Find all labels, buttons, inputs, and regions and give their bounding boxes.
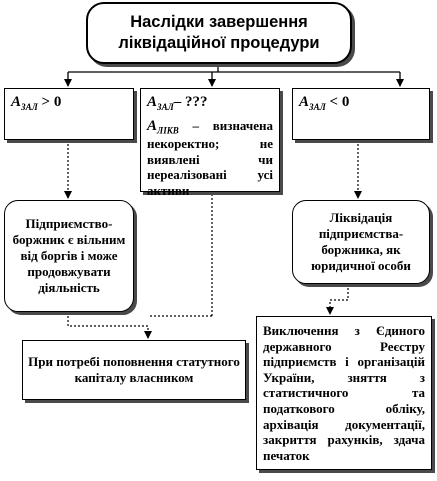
cond-middle-symbol: А: [147, 94, 158, 110]
cond-middle-symbol2: А: [147, 117, 158, 134]
title-box: [86, 2, 352, 64]
title-text: Наслідки завершення ліквідаційної процедури: [118, 13, 320, 52]
bottom-right-box: [256, 316, 432, 470]
condition-middle-box: [140, 88, 280, 198]
bottom-middle-box: [22, 340, 246, 400]
bottom-right-text: Виключення з Єдиного державного Реєстру підприємств і організацій України, зняття з статистичного та податкового обліку, архівація документації, закриття рахунків, здача печаток: [263, 323, 425, 463]
cond-left-relation: > 0: [37, 94, 62, 110]
arrow-right-to-bottom: [330, 284, 348, 314]
outcome-right-text: Ліквідація підприємства-боржника, як юридичної особи: [311, 210, 411, 273]
cond-middle-text: – визначена некоректно; не виявлені чи нереалізовані усі активи: [147, 117, 273, 198]
cond-right-relation: < 0: [325, 94, 350, 110]
cond-right-subscript: ЗАЛ: [309, 102, 326, 112]
outcome-right-box: [292, 200, 430, 284]
bottom-middle-text: При потребі поповнення статутного капіталу власником: [28, 354, 240, 385]
outcome-left-box: [4, 200, 134, 312]
arrow-left-to-bottom: [68, 312, 148, 338]
condition-left-box: [4, 88, 134, 140]
cond-middle-suffix: – ???: [173, 94, 208, 110]
cond-right-symbol: А: [299, 94, 310, 110]
cond-left-subscript: ЗАЛ: [21, 102, 38, 112]
cond-middle-subscript2: ЛІКВ: [157, 125, 179, 136]
cond-left-symbol: А: [11, 94, 22, 110]
outcome-left-text: Підприємство-боржник є вільним від боргів і може продовжувати діяльність: [12, 216, 126, 295]
cond-middle-subscript: ЗАЛ: [157, 102, 174, 112]
condition-right-box: [292, 88, 430, 140]
